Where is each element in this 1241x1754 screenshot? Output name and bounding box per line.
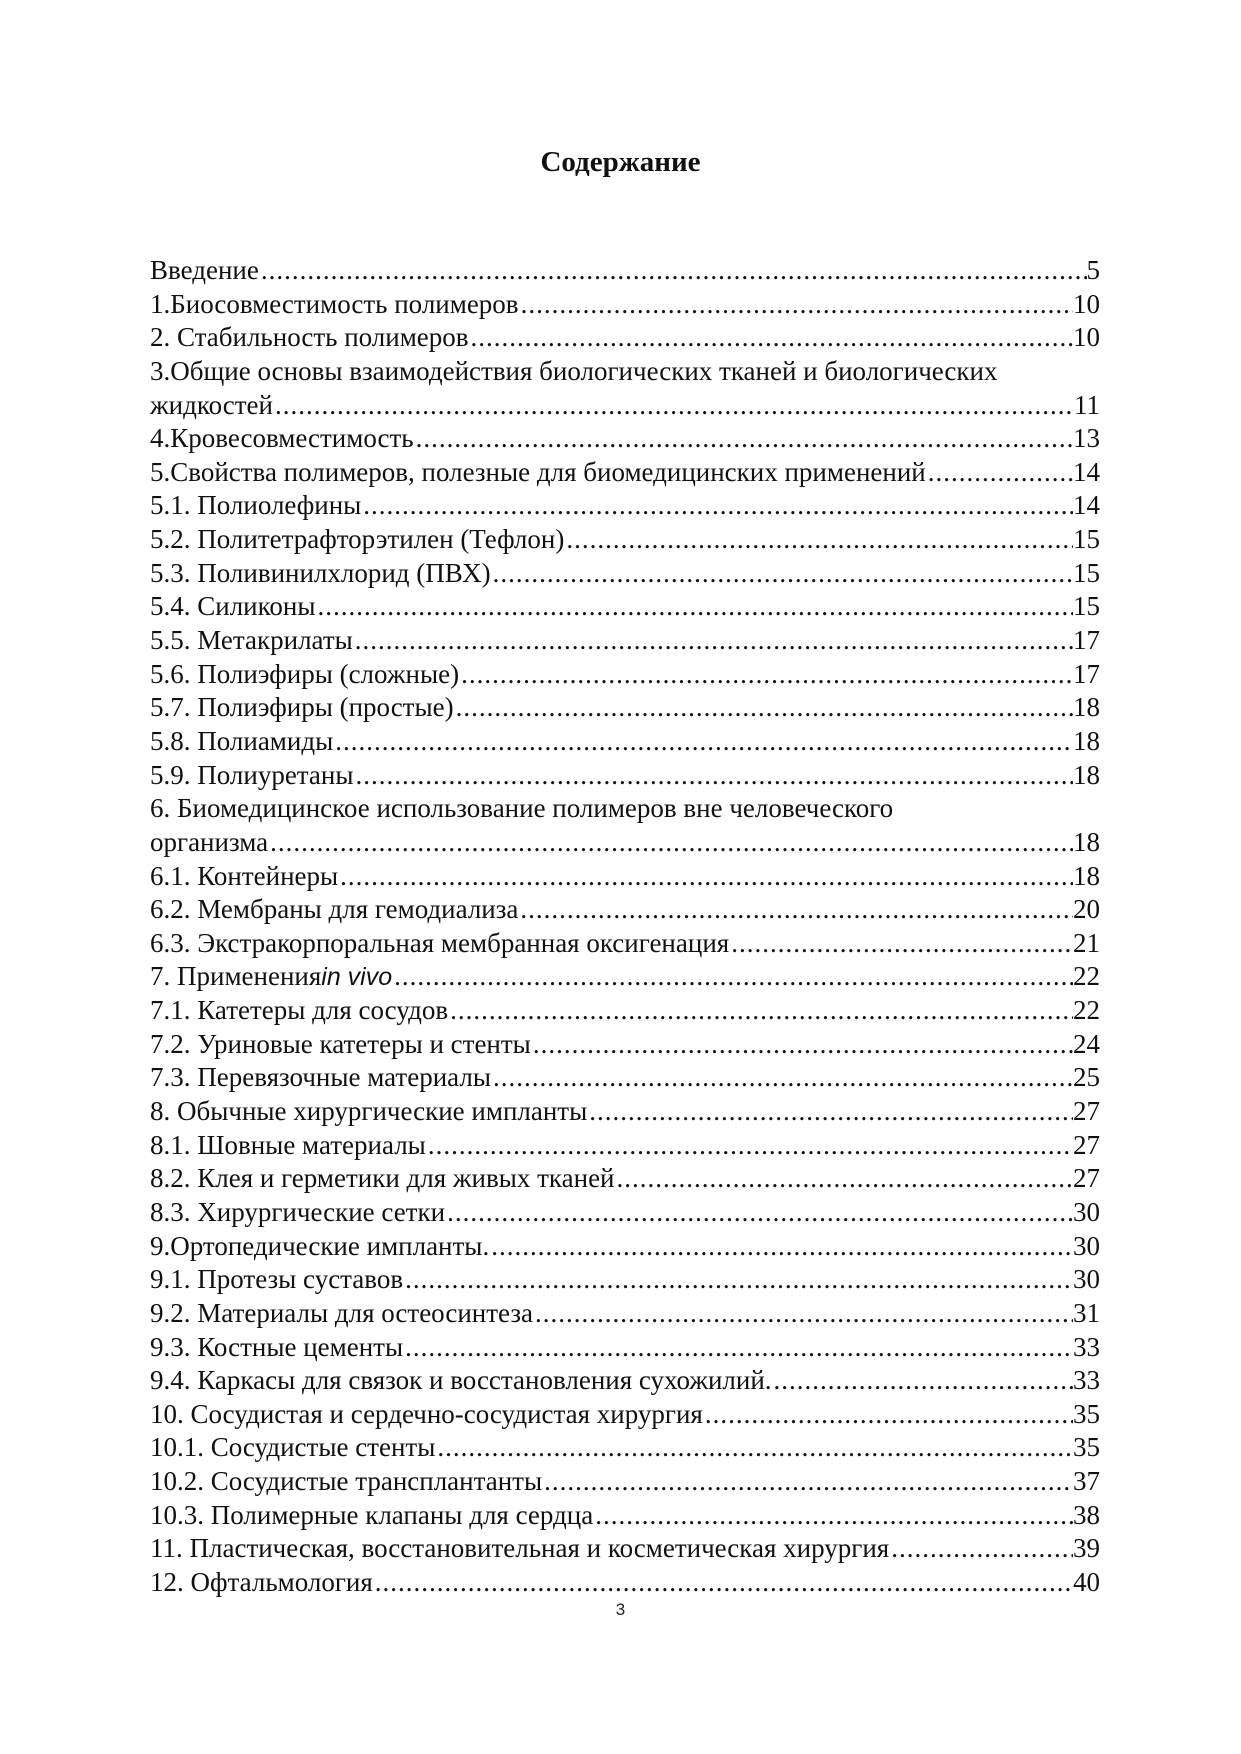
toc-entry[interactable] xyxy=(150,355,1100,389)
toc-entry[interactable] xyxy=(150,691,1100,725)
toc-dot-leader xyxy=(518,893,1073,927)
toc-entry[interactable] xyxy=(150,960,1100,994)
toc-entry-title: 5.5. Метакрилаты xyxy=(150,625,353,656)
toc-entry-title: 5.9. Полиуретаны xyxy=(150,759,354,790)
toc-entry-title: 12. Офтальмология xyxy=(150,1566,373,1597)
toc-page-number: 22 xyxy=(1073,995,1100,1026)
toc-entry-title: 7.3. Перевязочные материалы xyxy=(150,1062,491,1093)
toc-entry[interactable] xyxy=(150,893,1100,927)
toc-entry[interactable] xyxy=(150,590,1100,624)
toc-entry[interactable] xyxy=(150,792,1100,826)
toc-page-number: 33 xyxy=(1073,1331,1100,1362)
toc-entry-title: 10.3. Полимерные клапаны для сердца xyxy=(150,1499,594,1530)
toc-dot-leader xyxy=(354,759,1073,793)
toc-entry[interactable] xyxy=(150,1162,1100,1196)
toc-entry-italic-term: in vivo xyxy=(321,963,393,992)
toc-entry-title: 8. Обычные хирургические импланты xyxy=(150,1096,588,1127)
toc-entry[interactable] xyxy=(150,321,1100,355)
toc-entry[interactable] xyxy=(150,624,1100,658)
toc-entry[interactable] xyxy=(150,994,1100,1028)
toc-page-number: 30 xyxy=(1073,1264,1100,1295)
toc-entry-title: 6.2. Мембраны для гемодиализа xyxy=(150,894,519,925)
toc-page-number: 14 xyxy=(1073,456,1100,487)
toc-entry[interactable] xyxy=(150,826,1100,860)
toc-entry[interactable] xyxy=(150,927,1100,961)
toc-entry[interactable] xyxy=(150,658,1100,692)
toc-page-number: 18 xyxy=(1073,759,1100,790)
toc-page-number: 10 xyxy=(1073,288,1100,319)
toc-entry-title: жидкостей xyxy=(150,389,273,420)
toc-dot-leader xyxy=(542,1465,1073,1499)
toc-entry-title: 9.Ортопедические импланты. xyxy=(150,1230,490,1261)
toc-dot-leader xyxy=(889,1532,1073,1566)
toc-entry-title: 10. Сосудистая и сердечно-сосудистая хирургия xyxy=(150,1398,703,1429)
toc-dot-leader xyxy=(448,994,1073,1028)
toc-entry-title: организма xyxy=(150,826,269,857)
toc-entry-title: 10.2. Сосудистые трансплантанты xyxy=(150,1466,543,1497)
toc-dot-leader xyxy=(392,960,1073,994)
toc-page-number: 39 xyxy=(1073,1533,1100,1564)
toc-entry-title: 5.7. Полиэфиры (простые) xyxy=(150,692,454,723)
page-title: Содержание xyxy=(540,146,701,178)
toc-entry-title: 11. Пластическая, восстановительная и косметическая хирургия xyxy=(150,1533,890,1564)
toc-page-number: 18 xyxy=(1073,725,1100,756)
toc-dot-leader xyxy=(445,1196,1073,1230)
toc-entry-title: 9.2. Материалы для остеосинтеза xyxy=(150,1297,533,1328)
toc-entry[interactable] xyxy=(150,1364,1100,1398)
toc-page-number: 21 xyxy=(1073,927,1100,958)
toc-dot-leader xyxy=(403,1331,1073,1365)
toc-page-number: 27 xyxy=(1073,1129,1100,1160)
toc-entry-title: 8.2. Клея и герметики для живых тканей xyxy=(150,1163,615,1194)
toc-entry[interactable] xyxy=(150,422,1100,456)
toc-dot-leader xyxy=(564,523,1073,557)
toc-entry[interactable] xyxy=(150,1129,1100,1163)
toc-entry-title: 5.2. Политетрафторэтилен (Тефлон) xyxy=(150,524,565,555)
toc-dot-leader xyxy=(268,826,1073,860)
toc-page-number: 18 xyxy=(1073,860,1100,891)
toc-entry-title: 1.Биосовместимость полимеров xyxy=(150,288,519,319)
toc-dot-leader xyxy=(729,927,1073,961)
toc-page-number: 38 xyxy=(1073,1499,1100,1530)
toc-page-number: 11 xyxy=(1074,389,1100,420)
toc-dot-leader xyxy=(772,1364,1073,1398)
toc-dot-leader xyxy=(403,1263,1073,1297)
toc-page-number: 31 xyxy=(1073,1297,1100,1328)
toc-entry[interactable] xyxy=(150,1196,1100,1230)
toc-dot-leader xyxy=(273,389,1074,423)
toc-entry[interactable] xyxy=(150,1532,1100,1566)
toc-page-number: 13 xyxy=(1073,423,1100,454)
toc-entry-title: 6. Биомедицинское использование полимеров вне человеческого xyxy=(150,793,894,824)
toc-page-number: 5 xyxy=(1086,255,1100,285)
toc-dot-leader xyxy=(587,1095,1073,1129)
toc-page-number: 15 xyxy=(1073,557,1100,588)
toc-dot-leader xyxy=(491,557,1073,591)
toc-page-number: 18 xyxy=(1073,826,1100,857)
toc-entry-title: 9.1. Протезы суставов xyxy=(150,1264,404,1295)
toc-entry-title: 9.3. Костные цементы xyxy=(150,1331,404,1362)
toc-dot-leader xyxy=(459,658,1073,692)
toc-dot-leader xyxy=(259,254,1087,288)
toc-dot-leader xyxy=(703,1398,1073,1432)
toc-page-number: 10 xyxy=(1073,322,1100,353)
toc-entry-title: 9.4. Каркасы для связок и восстановления сухожилий. xyxy=(150,1365,772,1396)
toc-entry[interactable] xyxy=(150,1230,1100,1264)
toc-dot-leader xyxy=(491,1061,1073,1095)
toc-page-number: 27 xyxy=(1073,1163,1100,1194)
toc-entry-title: 5.8. Полиамиды xyxy=(150,725,334,756)
toc-dot-leader xyxy=(315,590,1073,624)
toc-page-number: 35 xyxy=(1073,1398,1100,1429)
toc-entry-title: 5.1. Полиолефины xyxy=(150,490,362,521)
toc-entry[interactable] xyxy=(150,1431,1100,1465)
toc-entry[interactable] xyxy=(150,523,1100,557)
toc-entry-title: 5.6. Полиэфиры (сложные) xyxy=(150,658,460,689)
toc-page-number: 18 xyxy=(1073,692,1100,723)
toc-dot-leader xyxy=(926,456,1073,490)
toc-entry-title: 7.2. Уриновые катетеры и стенты xyxy=(150,1028,531,1059)
toc-entry[interactable] xyxy=(150,725,1100,759)
toc-entry-title: 8.1. Шовные материалы xyxy=(150,1129,426,1160)
toc-entry-title: 5.4. Силиконы xyxy=(150,591,316,622)
toc-entry[interactable] xyxy=(150,456,1100,490)
toc-page-number: 35 xyxy=(1073,1432,1100,1463)
toc-page-number: 15 xyxy=(1073,591,1100,622)
toc-dot-leader xyxy=(519,288,1073,322)
toc-dot-leader xyxy=(489,1230,1073,1264)
toc-entry[interactable] xyxy=(150,759,1100,793)
toc-entry-title: 8.3. Хирургические сетки xyxy=(150,1196,446,1227)
table-of-contents xyxy=(150,254,1100,1600)
toc-entry[interactable] xyxy=(150,1061,1100,1095)
toc-page-number: 27 xyxy=(1073,1096,1100,1127)
toc-page-number: 37 xyxy=(1073,1466,1100,1497)
toc-entry[interactable] xyxy=(150,860,1100,894)
toc-page-number: 15 xyxy=(1073,524,1100,555)
toc-dot-leader xyxy=(414,422,1073,456)
toc-entry-title: 5.Свойства полимеров, полезные для биомедицинских применений xyxy=(150,456,926,487)
toc-page-number: 17 xyxy=(1073,625,1100,656)
toc-dot-leader xyxy=(593,1499,1073,1533)
toc-page-number: 20 xyxy=(1073,894,1100,925)
toc-dot-leader xyxy=(338,860,1073,894)
toc-entry[interactable] xyxy=(150,1398,1100,1432)
toc-entry[interactable] xyxy=(150,1499,1100,1533)
toc-entry[interactable] xyxy=(150,557,1100,591)
toc-dot-leader xyxy=(435,1431,1073,1465)
toc-entry[interactable] xyxy=(150,1095,1100,1129)
toc-page-number: 30 xyxy=(1073,1230,1100,1261)
toc-dot-leader xyxy=(333,725,1073,759)
toc-entry[interactable] xyxy=(150,1297,1100,1331)
toc-entry[interactable] xyxy=(150,288,1100,322)
toc-entry-title: 10.1. Сосудистые стенты xyxy=(150,1432,436,1463)
toc-entry[interactable] xyxy=(150,254,1100,288)
toc-page-number: 25 xyxy=(1073,1062,1100,1093)
toc-dot-leader xyxy=(533,1297,1073,1331)
toc-entry-title: 6.1. Контейнеры xyxy=(150,860,339,891)
toc-page-number: 30 xyxy=(1073,1196,1100,1227)
toc-entry-title: Введение xyxy=(150,255,259,285)
toc-entry[interactable] xyxy=(150,1263,1100,1297)
toc-entry[interactable] xyxy=(150,1465,1100,1499)
toc-page-number: 22 xyxy=(1073,961,1100,992)
toc-entry[interactable] xyxy=(150,1331,1100,1365)
toc-entry[interactable] xyxy=(150,1028,1100,1062)
toc-dot-leader xyxy=(615,1162,1073,1196)
toc-dot-leader xyxy=(426,1129,1073,1163)
toc-entry-title: 4.Кровесовместимость xyxy=(150,423,414,454)
toc-dot-leader xyxy=(353,624,1073,658)
toc-entry-title: 7.1. Катетеры для сосудов xyxy=(150,995,449,1026)
toc-page-number: 24 xyxy=(1073,1028,1100,1059)
toc-entry[interactable] xyxy=(150,489,1100,523)
toc-entry-title: 5.3. Поливинилхлорид (ПВХ) xyxy=(150,557,491,588)
toc-dot-leader xyxy=(454,691,1073,725)
toc-entry[interactable] xyxy=(150,1566,1100,1600)
toc-entry[interactable] xyxy=(150,389,1100,423)
toc-page-number: 14 xyxy=(1073,490,1100,521)
toc-page-number: 40 xyxy=(1073,1566,1100,1597)
toc-page-number: 33 xyxy=(1073,1365,1100,1396)
toc-entry-title: 3.Общие основы взаимодействия биологических тканей и биологических xyxy=(150,355,998,386)
toc-dot-leader xyxy=(361,489,1073,523)
toc-entry-title: 6.3. Экстракорпоральная мембранная оксигенация xyxy=(150,927,730,958)
toc-entry-title: 2. Стабильность полимеров xyxy=(150,322,469,353)
toc-entry-title: 7. Применения xyxy=(150,961,322,992)
toc-dot-leader xyxy=(531,1028,1073,1062)
page-number: 3 xyxy=(615,1600,626,1619)
toc-dot-leader xyxy=(373,1566,1073,1600)
toc-dot-leader xyxy=(469,321,1073,355)
toc-page-number: 17 xyxy=(1073,658,1100,689)
